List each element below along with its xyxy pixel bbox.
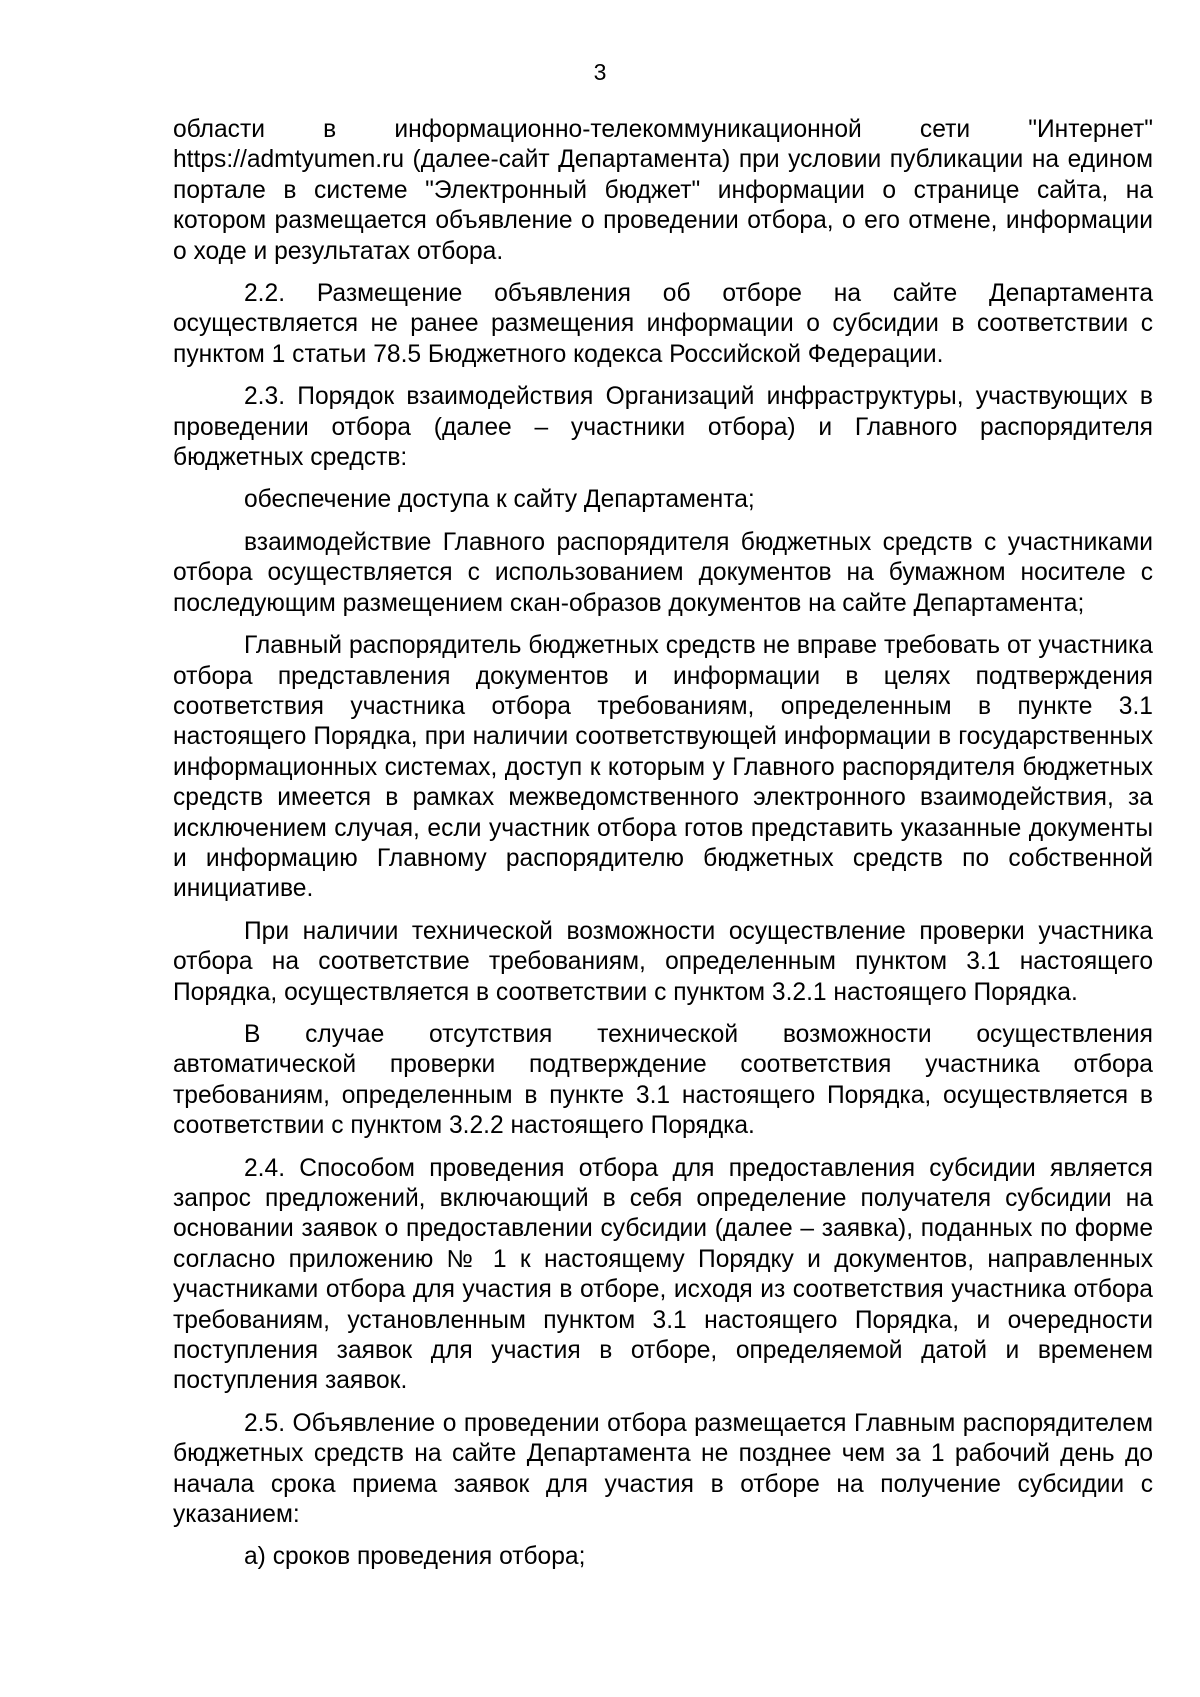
paragraph-2-3: 2.3. Порядок взаимодействия Организаций инфраструктуры, участвующих в проведении отбора (далее – участники отбора) и Главного распорядителя бюджетных средств: — [173, 383, 1153, 472]
paragraph-2-4: 2.4. Способом проведения отбора для предоставления субсидии является запрос предложений, включающий в себя определение получателя субсидии на основании заявок о предоставлении субсидии (далее – заявка), поданных по форме согласно приложению № 1 к настоящему Порядку и документов, направленных участниками отбора для участия в отборе, исходя из соответствия участника отбора требованиям, установленным пунктом 3.1 настоящего Порядка, и очередности поступления заявок для участия в отборе, определяемой датой и временем поступления заявок. — [173, 1154, 1153, 1395]
paragraph-technical-check: При наличии технической возможности осуществление проверки участника отбора на соответствие требованиям, определенным пунктом 3.1 настоящего Порядка, осуществляется в соответствии с пунктом 3.2.1 настоящего Порядка. — [173, 917, 1153, 1006]
paragraph-interaction: взаимодействие Главного распорядителя бюджетных средств с участниками отбора осуществляется с использованием документов на бумажном носителе с последующим размещением скан-образов документов на сайте Департамента; — [173, 528, 1153, 617]
paragraph-2-5: 2.5. Объявление о проведении отбора размещается Главным распорядителем бюджетных средств на сайте Департамента не позднее чем за 1 рабочий день до начала срока приема заявок для участия в отборе на получение субсидии с указанием: — [173, 1409, 1153, 1529]
paragraph-no-technical-check: В случае отсутствия технической возможности осуществления автоматической проверки подтверждение соответствия участника отбора требованиям, определенным в пункте 3.1 настоящего Порядка, осуществляется в соответствии с пунктом 3.2.2 настоящего Порядка. — [173, 1020, 1153, 1140]
paragraph-no-documents-demand: Главный распорядитель бюджетных средств не вправе требовать от участника отбора представления документов и информации в целях подтверждения соответствия участника отбора требованиям, определенным в пункте 3.1 настоящего Порядка, при наличии соответствующей информации в государственных информационных системах, доступ к которым у Главного распорядителя бюджетных средств имеется в рамках межведомственного электронного взаимодействия, за исключением случая, если участник отбора готов представить указанные документы и информацию Главному распорядителю бюджетных средств по собственной инициативе. — [173, 632, 1153, 903]
paragraph-continuation: области в информационно-телекоммуникационной сети "Интернет" https://admtyumen.ru (далее-сайт Департамента) при условии публикации на едином портале в системе "Электронный бюджет" информации о странице сайта, на котором размещается объявление о проведении отбора, о его отмене, информации о ходе и результатах отбора. — [173, 116, 1153, 265]
paragraph-site-access: обеспечение доступа к сайту Департамента; — [244, 486, 755, 514]
paragraph-2-2: 2.2. Размещение объявления об отборе на сайте Департамента осуществляется не ранее размещения информации о субсидии в соответствии с пунктом 1 статьи 78.5 Бюджетного кодекса Российской Федерации. — [173, 280, 1153, 368]
paragraph-item-a: а) сроков проведения отбора; — [244, 1543, 586, 1571]
document-body — [173, 115, 1153, 1585]
page-number: 3 — [593, 59, 607, 85]
